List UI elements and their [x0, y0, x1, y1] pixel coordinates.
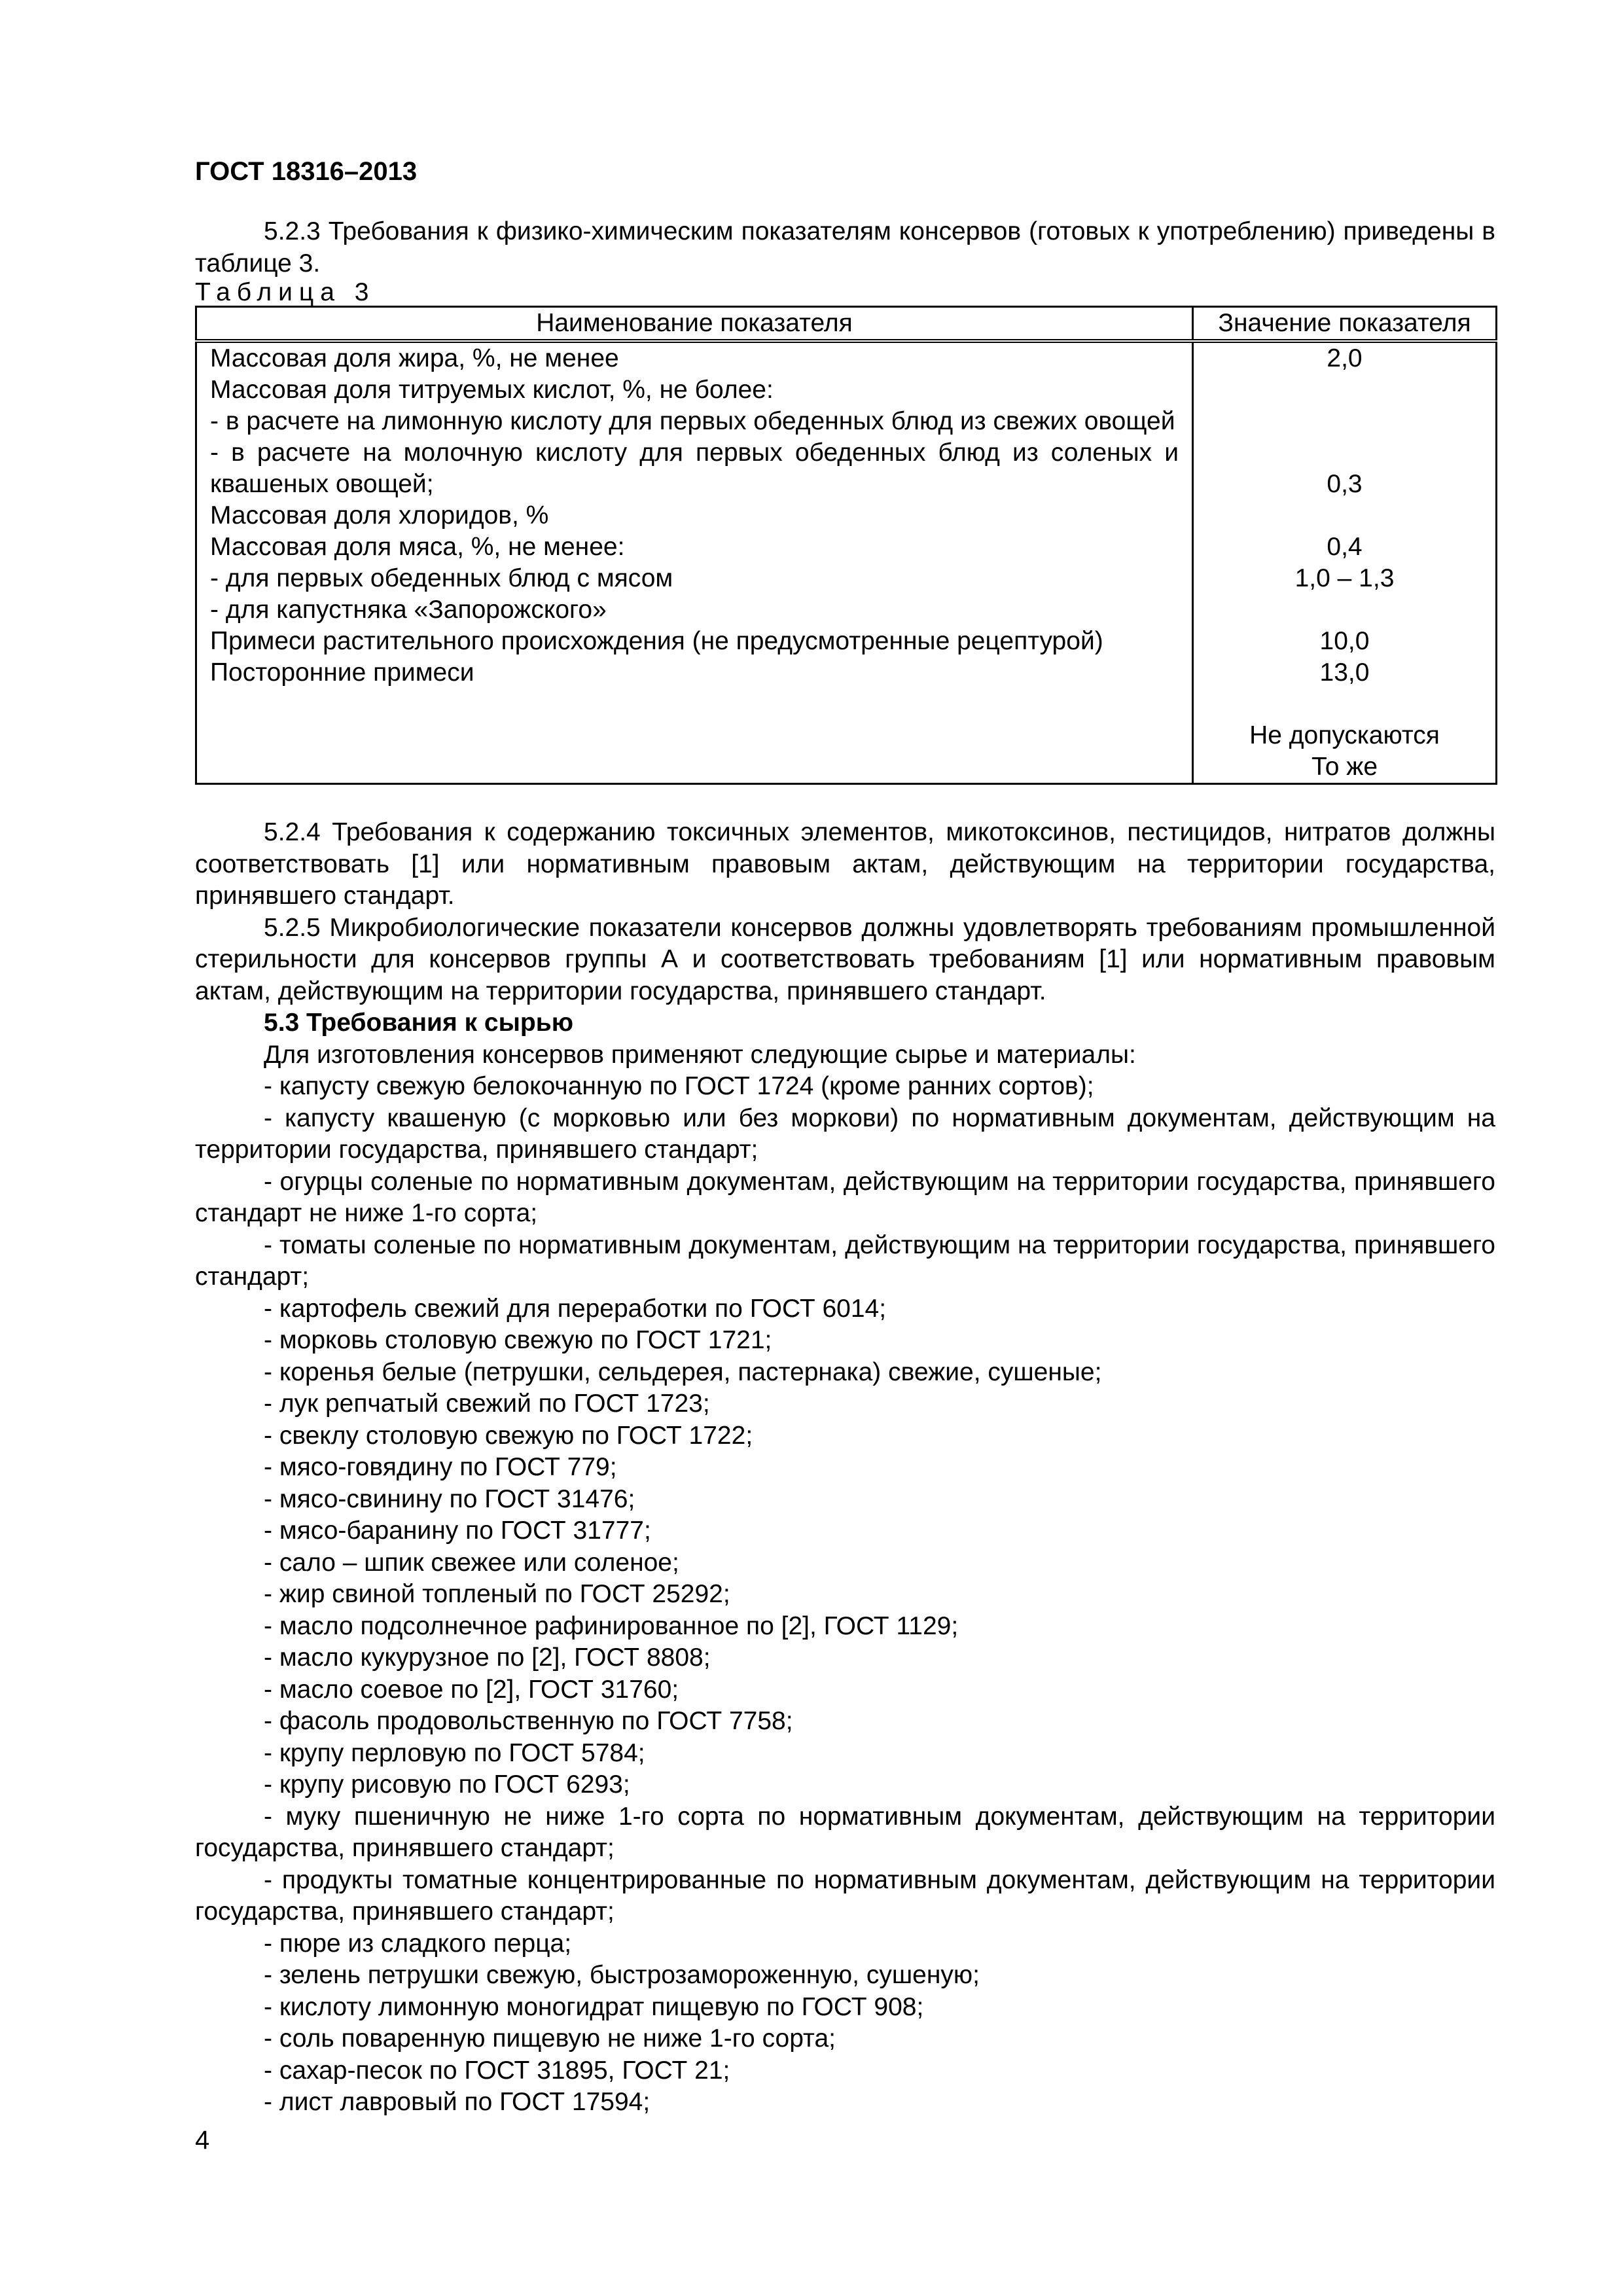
- table-row-label: Примеси растительного происхождения (не предусмотренные рецептурой): [210, 627, 1103, 655]
- table-value: [1207, 406, 1482, 437]
- table-row-label: - в расчете на молочную кислоту для первых обеденных блюд из соленых и квашеных овощей;: [210, 439, 1179, 498]
- list-item: - соль поваренную пищевую не ниже 1-го сорта;: [264, 2024, 836, 2053]
- table-value: 2,0: [1327, 344, 1363, 372]
- table-body-row: [196, 341, 1497, 784]
- list-item: - пюре из сладкого перца;: [264, 1929, 572, 1958]
- list-item: - свеклу столовую свежую по ГОСТ 1722;: [264, 1421, 753, 1450]
- table-value: То же: [1311, 753, 1378, 781]
- table-value: 13,0: [1319, 658, 1370, 687]
- table-value: 0,4: [1327, 533, 1363, 561]
- table-value: Не допускаются: [1249, 721, 1440, 749]
- list-item: - жир свиной топленый по ГОСТ 25292;: [264, 1580, 730, 1608]
- paragraph-5-2-4: 5.2.4 Требования к содержанию токсичных элементов, микотоксинов, пестицидов, нитратов должны соответствовать [1] или нормативным правовым актам, действующим на территории государства, принявшего стандарт.: [195, 818, 1495, 910]
- table-value: 10,0: [1319, 627, 1370, 655]
- list-item: - лист лавровый по ГОСТ 17594;: [264, 2088, 651, 2116]
- list-item: - мясо-свинину по ГОСТ 31476;: [264, 1484, 635, 1513]
- table-row-label: Массовая доля мяса, %, не менее:: [210, 533, 625, 561]
- table-header-value: Значение показателя: [1193, 307, 1497, 342]
- list-item: - кислоту лимонную моногидрат пищевую по ГОСТ 908;: [264, 1992, 924, 2021]
- list-item: - муку пшеничную не ниже 1-го сорта по нормативным документам, действующим на территории государства, принявшего стандарт;: [195, 1802, 1495, 1862]
- list-item: - сахар-песок по ГОСТ 31895, ГОСТ 21;: [264, 2056, 730, 2085]
- table-row-label: Массовая доля хлоридов, %: [210, 501, 549, 529]
- list-item: - морковь столовую свежую по ГОСТ 1721;: [264, 1326, 772, 1354]
- table-row-label: - в расчете на лимонную кислоту для первых обеденных блюд из свежих овощей: [210, 407, 1175, 435]
- list-item: - фасоль продовольственную по ГОСТ 7758;: [264, 1707, 793, 1735]
- list-item: - томаты соленые по нормативным документам, действующим на территории государства, принявшего стандарт;: [195, 1230, 1495, 1291]
- list-item: - коренья белые (петрушки, сельдерея, пастернака) свежие, сушеные;: [264, 1357, 1102, 1386]
- table-header-name: Наименование показателя: [196, 307, 1193, 342]
- list-item: - масло подсолнечное рафинированное по [2], ГОСТ 1129;: [264, 1611, 959, 1640]
- table-values-cell: [1193, 341, 1497, 784]
- table-value: [1207, 437, 1482, 469]
- table-names-cell: [196, 341, 1193, 784]
- section-5-3-title: 5.3 Требования к сырью: [264, 1009, 574, 1037]
- table-row-label: Массовая доля жира, %, не менее: [210, 344, 619, 372]
- table-value: [1207, 500, 1482, 531]
- table-value: 1,0 – 1,3: [1294, 564, 1395, 592]
- table-row-label: - для капустняка «Запорожского»: [210, 596, 607, 624]
- table-row-label: - для первых обеденных блюд с мясом: [210, 564, 673, 592]
- paragraph-5-2-5: 5.2.5 Микробиологические показатели консервов должны удовлетворять требованиям промышленной стерильности для консервов группы А и соответствовать требованиям [1] или нормативным правовым актам, действующим на территории государства, принявшего стандарт.: [195, 913, 1495, 1005]
- list-item: - масло соевое по [2], ГОСТ 31760;: [264, 1675, 679, 1704]
- table-value: 0,3: [1327, 470, 1363, 498]
- list-item: - масло кукурузное по [2], ГОСТ 8808;: [264, 1643, 711, 1672]
- table-row-label: Массовая доля титруемых кислот, %, не более:: [210, 376, 774, 404]
- table-value: [1207, 594, 1482, 626]
- list-item: - огурцы соленые по нормативным документам, действующим на территории государства, принявшего стандарт не ниже 1-го сорта;: [195, 1167, 1495, 1227]
- paragraph-5-2-3: 5.2.3 Требования к физико-химическим показателям консервов (готовых к употреблению) приведены в таблице 3.: [195, 217, 1495, 278]
- list-item: - зелень петрушки свежую, быстрозамороженную, сушеную;: [264, 1961, 980, 1989]
- table-value: [1207, 374, 1482, 406]
- document-header: ГОСТ 18316–2013: [195, 157, 418, 186]
- list-item: - картофель свежий для переработки по ГОСТ 6014;: [264, 1294, 887, 1323]
- section-5-3-intro: Для изготовления консервов применяют следующие сырье и материалы:: [264, 1040, 1136, 1069]
- list-item: - сало – шпик свежее или соленое;: [264, 1548, 679, 1577]
- list-item: - капусту квашеную (с морковью или без моркови) по нормативным документам, действующим на территории государства, принявшего стандарт;: [195, 1103, 1495, 1164]
- list-item: - капусту свежую белокочанную по ГОСТ 1724 (кроме ранних сортов);: [264, 1072, 1094, 1100]
- section-5-2-4-to-5-3: [195, 817, 1495, 2119]
- list-item: - мясо-говядину по ГОСТ 779;: [264, 1453, 617, 1481]
- table-header-row: [196, 307, 1497, 342]
- list-item: - крупу рисовую по ГОСТ 6293;: [264, 1770, 630, 1799]
- list-item: - мясо-баранину по ГОСТ 31777;: [264, 1516, 651, 1545]
- list-item: - продукты томатные концентрированные по нормативным документам, действующим на территории государства, принявшего стандарт;: [195, 1865, 1495, 1926]
- table-value: [1207, 689, 1482, 720]
- table-caption: Таблица 3: [195, 278, 376, 306]
- table-row-label: Посторонние примеси: [210, 658, 474, 687]
- page-number: 4: [195, 2126, 210, 2155]
- table-3: [195, 306, 1497, 785]
- list-item: - крупу перловую по ГОСТ 5784;: [264, 1738, 645, 1767]
- section-5-2-3: [195, 216, 1495, 785]
- list-item: - лук репчатый свежий по ГОСТ 1723;: [264, 1390, 710, 1418]
